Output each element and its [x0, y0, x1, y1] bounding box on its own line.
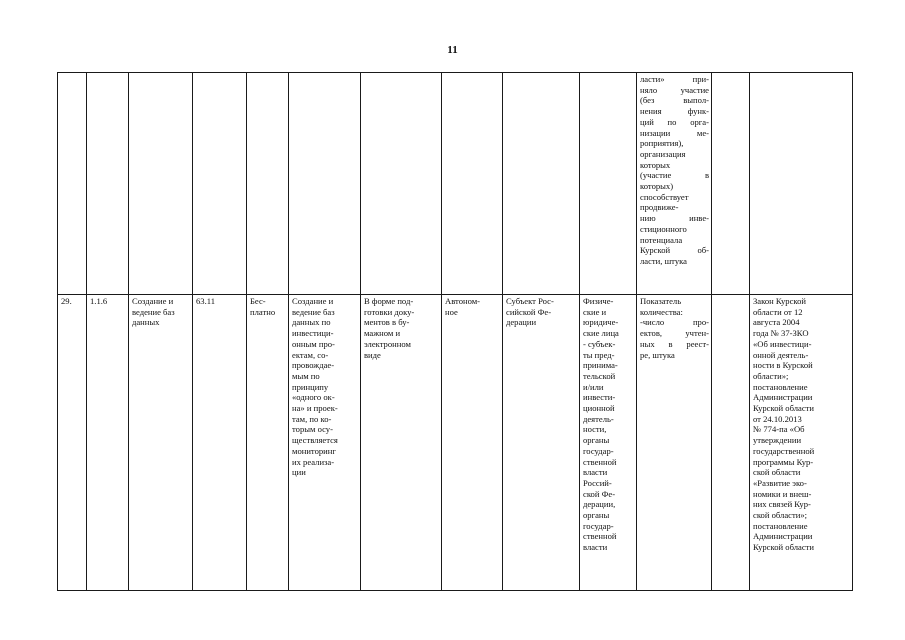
text-line: (участие в — [640, 170, 709, 181]
payment-type — [247, 295, 289, 591]
service-name-text: Создание и ведение баз данных — [132, 296, 175, 328]
cell-payment — [247, 73, 289, 295]
row-number — [58, 295, 87, 591]
cell-name — [129, 73, 193, 295]
text-line: ласти, штука — [640, 255, 687, 266]
legal-basis — [750, 295, 853, 591]
service-content — [289, 295, 361, 591]
text-line: роприятия), — [640, 138, 684, 149]
cell-consumers — [580, 73, 637, 295]
cell-content — [289, 73, 361, 295]
consumers-text: Физиче- ские и юридиче- ские лица - субъек- ты пред- принима- тельской и/или инвести- ционной деятель- ности, органы государ- ственной власти Россий- ской Фе- дерации, органы государ- ственной власти — [583, 296, 619, 553]
founder-text: Субъект Рос- сийской Фе- дерации — [506, 296, 554, 328]
text-line: количества: — [640, 306, 683, 317]
text-line: нения функ- — [640, 106, 709, 117]
cell-indicator — [637, 73, 712, 295]
cell-law — [750, 73, 853, 295]
extra-column — [712, 295, 750, 591]
text-line: организация — [640, 148, 686, 159]
text-line: Показатель — [640, 296, 682, 306]
provision-form-text: В форме под- готовки доку- ментов в бу- мажном и электронном виде — [364, 296, 415, 360]
text-line: ных в реест- — [640, 338, 709, 349]
service-code — [87, 295, 129, 591]
text-line: -число про- — [640, 317, 709, 328]
text-line: ре, штука — [640, 349, 675, 360]
text-line: продвиже- — [640, 202, 679, 213]
consumers — [580, 295, 637, 591]
institution-type-text: Автоном- ное — [445, 296, 481, 317]
text-line: стиционного — [640, 223, 687, 234]
text-line: няло участие — [640, 84, 709, 95]
cell-extra — [712, 73, 750, 295]
legal-basis-text: Закон Курской области от 12 августа 2004 года № 37-ЗКО «Об инвестици- онной деятель- ности в Курской области»; постановление Администрации Курской области от 24.10.2013 № 774-па «Об утверждении государственной программы Кур- ской области «Развитие эко- номики и внеш- них связей Кур- ской области»; постановление Администрации Курской области — [753, 296, 815, 553]
cell-num — [58, 73, 87, 295]
quality-indicator — [637, 295, 712, 591]
cell-institution-type — [442, 73, 503, 295]
table-row-29 — [58, 295, 853, 591]
okved-code-text: 63.11 — [196, 296, 216, 306]
page-number: 11 — [447, 44, 458, 56]
service-name — [129, 295, 193, 591]
text-line: ласти» при- — [640, 74, 709, 84]
indicator-continuation-text — [640, 74, 709, 267]
text-line: которых — [640, 159, 671, 170]
founder — [503, 295, 580, 591]
text-line: ций по орга- — [640, 116, 709, 127]
service-content-text: Создание и ведение баз данных по инвестици- онным про- ектам, со- провождае- мым по принципу «одного ок- на» и проек- там, по ко- торым осу- ществляется мониторинг их реализа- ции — [292, 296, 338, 478]
quality-indicator-text — [640, 296, 709, 360]
cell-form — [361, 73, 442, 295]
institution-type — [442, 295, 503, 591]
okved-code — [193, 295, 247, 591]
registry-table — [57, 72, 853, 591]
text-line: Курской об- — [640, 245, 709, 256]
service-code-text: 1.1.6 — [90, 296, 108, 306]
text-line: потенциала — [640, 234, 683, 245]
cell-founder — [503, 73, 580, 295]
text-line: ектов, учтен- — [640, 328, 709, 339]
text-line: которых) — [640, 181, 674, 192]
text-line: способствует — [640, 191, 689, 202]
provision-form — [361, 295, 442, 591]
row-number-text: 29. — [61, 296, 72, 306]
text-line: нию инве- — [640, 213, 709, 224]
payment-type-text: Бес- платно — [250, 296, 276, 317]
text-line: (без выпол- — [640, 95, 709, 106]
text-line: низации ме- — [640, 127, 709, 138]
cell-code — [87, 73, 129, 295]
table-row-continuation — [58, 73, 853, 295]
cell-okved — [193, 73, 247, 295]
